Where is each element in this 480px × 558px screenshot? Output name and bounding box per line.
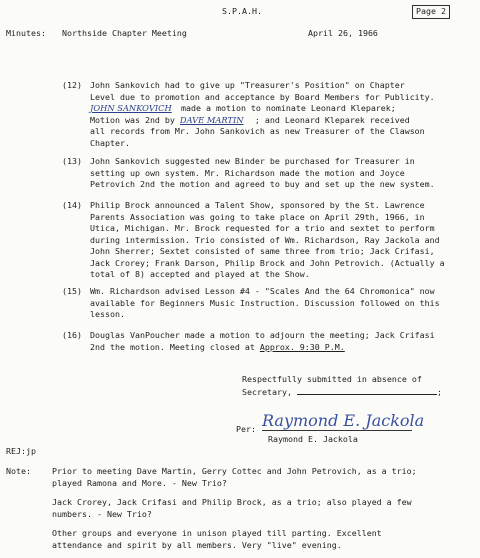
item-line: Douglas VanPoucher made a motion to adjourn the meeting; Jack Crifasi (90, 330, 435, 340)
item-line (90, 103, 470, 115)
meeting-name: Northside Chapter Meeting (62, 28, 187, 38)
item-line-text: 2nd the motion. Meeting closed at (90, 341, 255, 352)
item-line: during intermission. Trio consisted of Wm. Richardson, Ray Jackola and (90, 234, 440, 245)
typed-signer-name: Raymond E. Jackola (268, 434, 358, 444)
item-line: Chapter. (90, 137, 130, 148)
signature-line (262, 430, 412, 431)
item-line: setting up own system. Mr. Richardson made the motion and Joyce (90, 167, 405, 178)
submitted-line: Respectfully submitted in absence of (242, 374, 422, 384)
secretary-line-end: ; (436, 387, 442, 397)
item-line: Petrovich 2nd the motion and agreed to buy and set up the new system. (90, 179, 435, 189)
note-line: Jack Crorey, Jack Crifasi and Philip Brock, as a trio; also played a few (52, 497, 412, 507)
per-label: Per: (236, 424, 256, 434)
item-number: (15) (62, 286, 82, 296)
item-line: Wm. Richardson advised Lesson #4 - "Scales And the 64 Chromonica" now (90, 286, 435, 296)
item-line: lesson. (90, 309, 125, 319)
signature: Raymond E. Jackola (262, 411, 425, 430)
item-number: (16) (62, 330, 82, 340)
item-line: John Sankovich had to give up "Treasurer's Position" on Chapter (90, 80, 405, 90)
note-line: Prior to meeting Dave Martin, Gerry Cottec and John Petrovich, as a trio; (52, 466, 417, 476)
item-line: Utica, Michigan. Mr. Brock requested for a trio and sextet to perform (90, 223, 435, 233)
note-line: attendance and spirit by all members. Very "live" evening. (52, 539, 342, 550)
meeting-close-time: Approx. 9:30 P.M. (259, 341, 345, 352)
note-label: Note: (6, 466, 31, 476)
handwritten-name: JOHN SANKOVICH (90, 103, 172, 113)
page-number: Page 2 (412, 5, 450, 19)
item-number: (13) (62, 156, 82, 166)
item-line: Parents Association was going to take place on April 29th, 1966, in (90, 211, 425, 222)
note-line: Other groups and everyone in unison played till parting. Excellent (52, 528, 382, 538)
item-line (90, 115, 470, 127)
item-line: John Sankovich suggested new Binder be purchased for Treasurer in (90, 156, 415, 166)
organization-title: S.P.A.H. (222, 6, 262, 16)
item-line (90, 342, 470, 354)
item-line: total of 8) accepted and played at the Show. (90, 269, 310, 279)
item-line: Philip Brock announced a Talent Show, sponsored by the St. Lawrence (90, 200, 425, 210)
secretary-label: Secretary, (242, 387, 292, 397)
item-number: (14) (62, 200, 82, 210)
item-line: all records from Mr. John Sankovich as new Treasurer of the Clawson (90, 126, 425, 136)
item-line: Level due to promotion and acceptance by Board Members for Publicity. (90, 91, 435, 102)
item-number: (12) (62, 80, 82, 90)
item-line-text: ; and Leonard Kleparek received (254, 114, 410, 125)
note-line: played Ramona and More. - New Trio? (52, 477, 227, 488)
item-line: available for Beginners Music Instruction. Discussion followed on this (90, 297, 440, 308)
item-line-text: Motion was 2nd by (90, 114, 175, 125)
item-line: John Sherrer; Sextet consisted of same three from trio; Jack Crifasi, (90, 246, 435, 256)
minutes-label: Minutes: (6, 28, 46, 38)
handwritten-name: DAVE MARTIN (179, 114, 244, 125)
item-line: Jack Crorey; Frank Darson, Philip Brock and John Petrovich. (Actually a (90, 257, 445, 268)
note-line: numbers. - New Trio? (52, 508, 152, 519)
secretary-blank (297, 386, 437, 395)
typist-initials: REJ:jp (6, 446, 36, 456)
note-body (52, 466, 462, 551)
secretary-line (242, 386, 442, 399)
meeting-date: April 26, 1966 (308, 28, 378, 38)
item-line-text: made a motion to nominate Leonard Kleparek; (181, 103, 396, 113)
